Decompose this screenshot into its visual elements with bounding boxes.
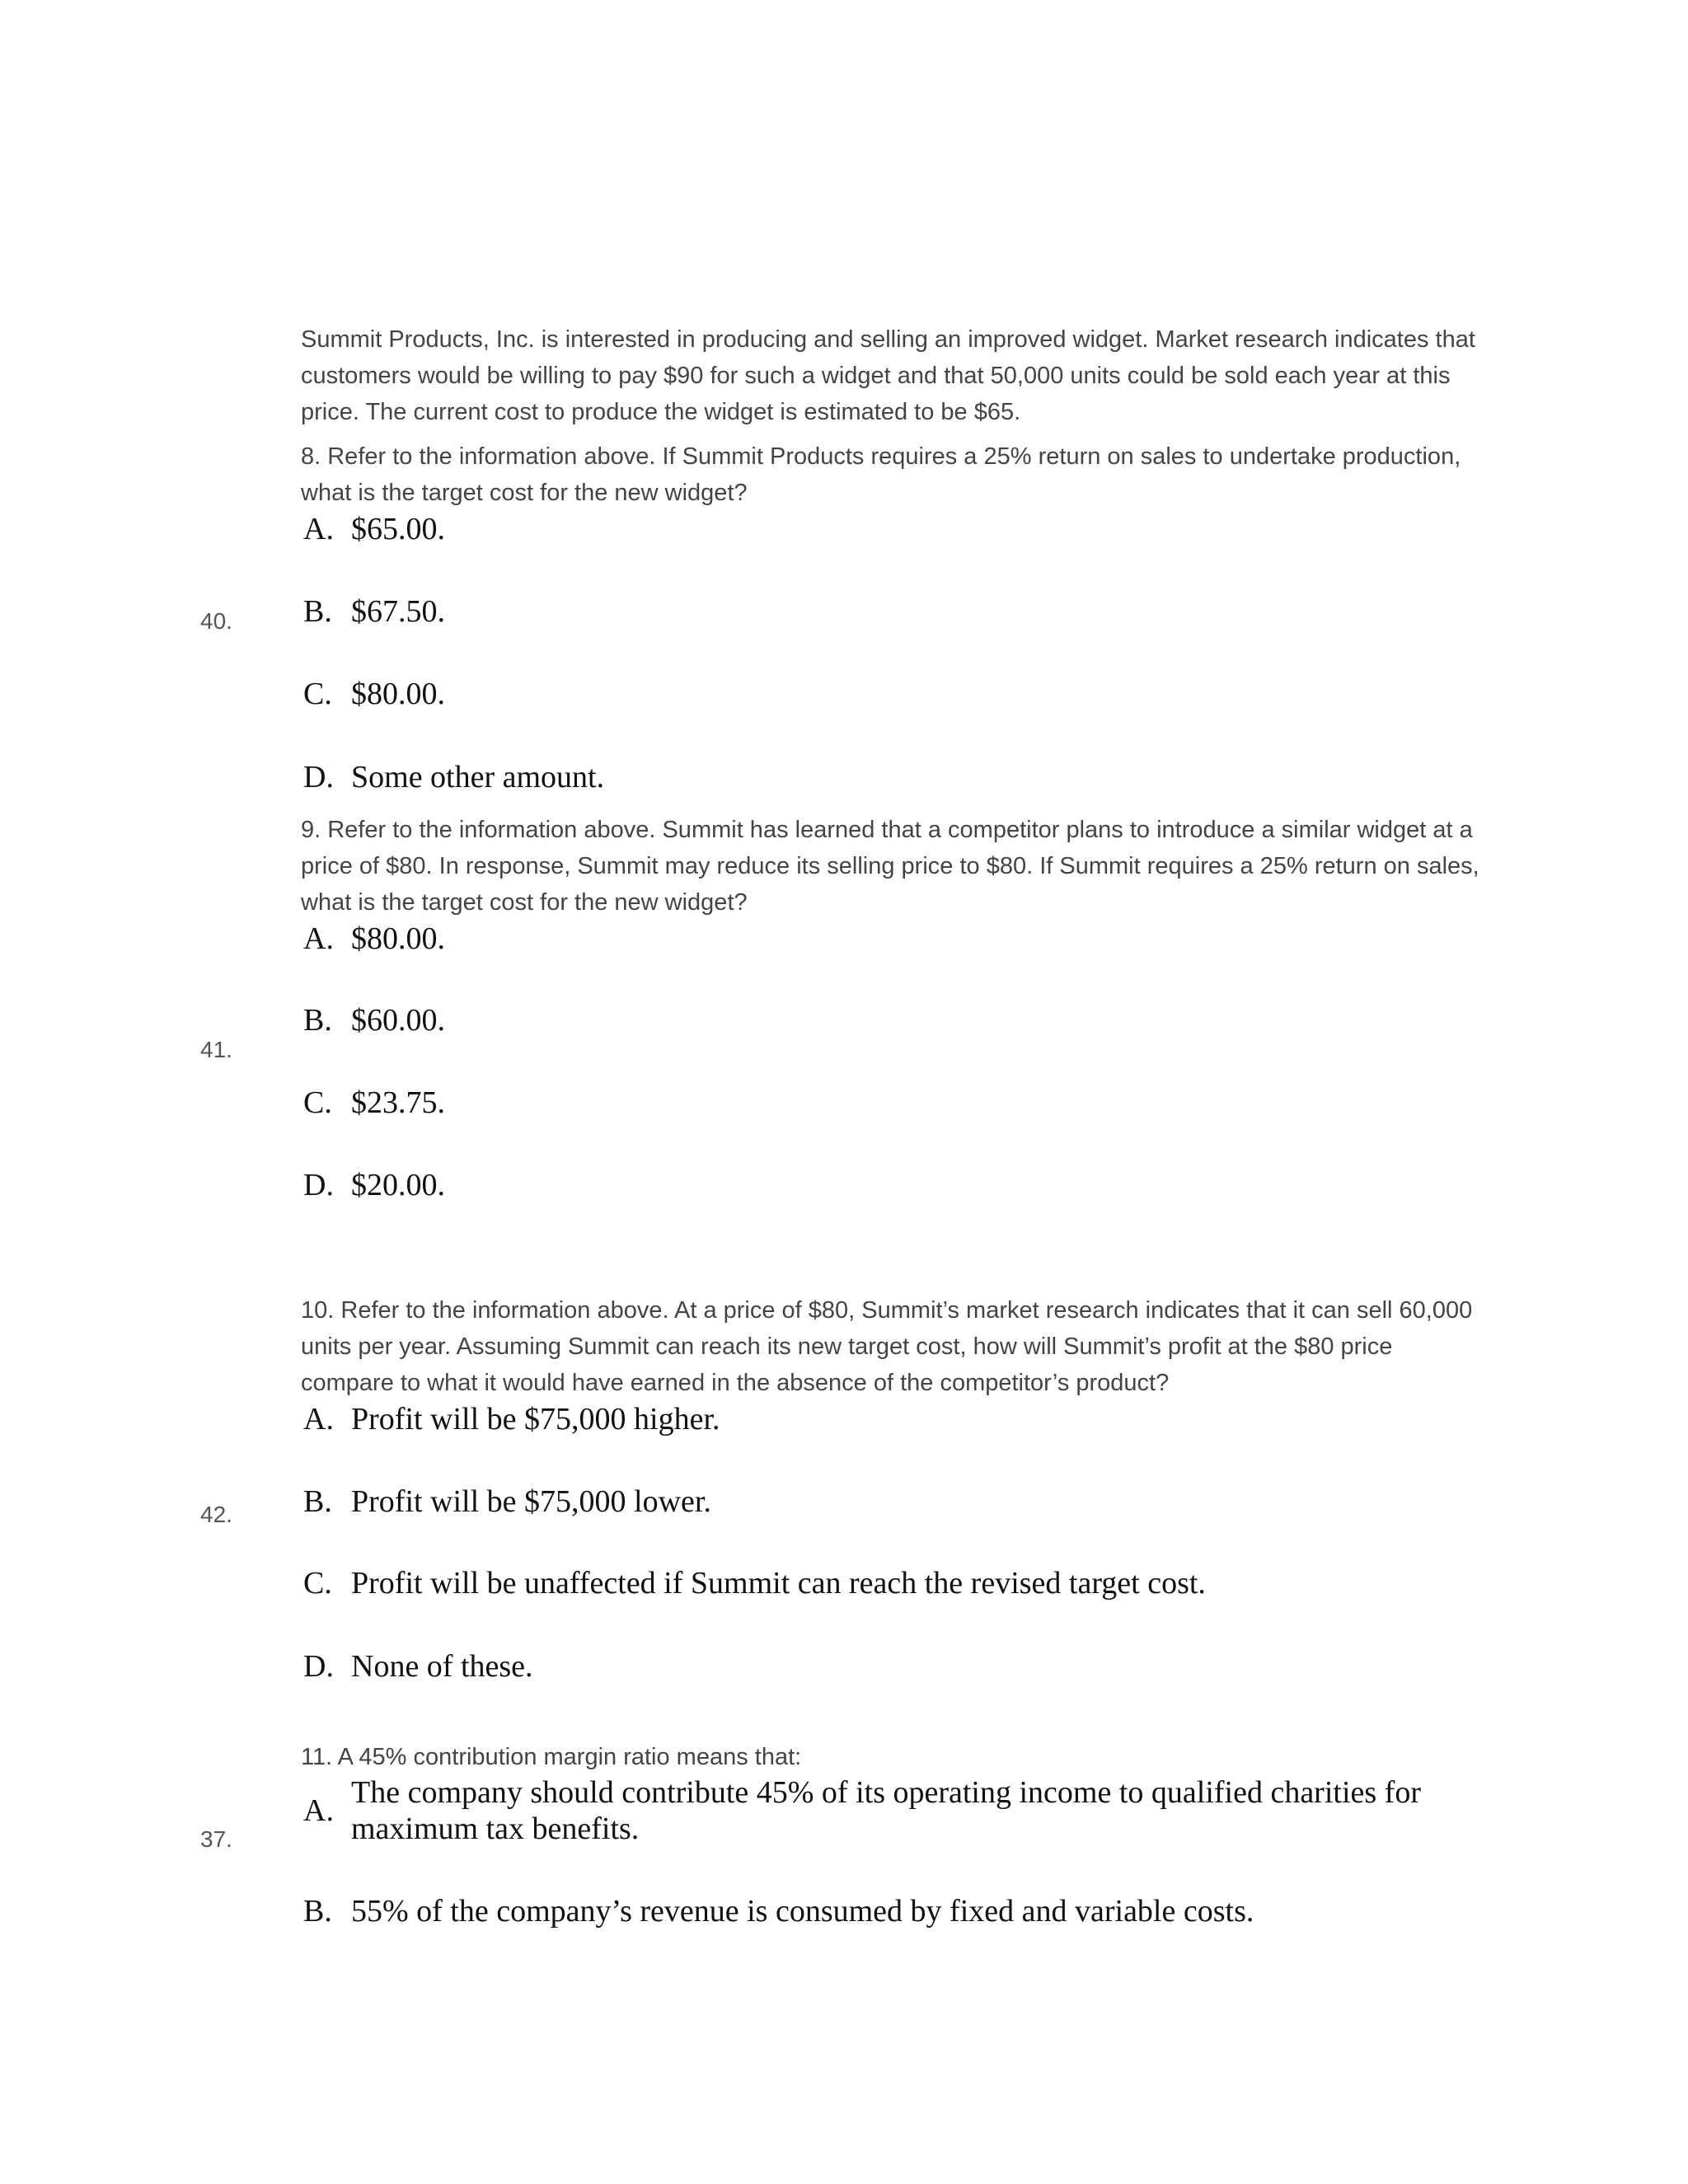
question-number: 37. <box>200 1826 232 1852</box>
option-letter: A. <box>303 512 334 546</box>
answer-option-c[interactable] <box>303 676 445 712</box>
option-text: $23.75. <box>351 1085 445 1120</box>
question-prompt: 10. Refer to the information above. At a price of $80, Summit’s market research indicates that it can sell 60,000 units per year. Assuming Summit can reach its new target cost, how will Summit’s profit at the $80 price compare to what it would have earned in the absence of the competitor’s product? <box>301 1297 1473 1396</box>
answer-option-d[interactable] <box>303 1167 445 1203</box>
option-letter: D. <box>303 1649 334 1684</box>
option-text: $80.00. <box>351 921 445 956</box>
option-text: Some other amount. <box>351 760 605 794</box>
option-letter: A. <box>303 1793 334 1828</box>
question-prompt: 11. A 45% contribution margin ratio means that: <box>301 1744 802 1770</box>
question-prompt: 8. Refer to the information above. If Summit Products requires a 25% return on sales to undertake production, what is the target cost for the new widget? <box>301 443 1461 506</box>
answer-option-c[interactable] <box>303 1565 1206 1601</box>
option-text: The company should contribute 45% of its operating income to qualified charities for maximum tax benefits. <box>351 1775 1421 1846</box>
question-number: 41. <box>200 1037 232 1062</box>
question-prompt: 9. Refer to the information above. Summit has learned that a competitor plans to introduce a similar widget at a price of $80. In response, Summit may reduce its selling price to $80. If Summit requires a 25% return on sales, what is the target cost for the new widget? <box>301 817 1479 916</box>
option-letter: C. <box>303 1566 332 1601</box>
option-letter: D. <box>303 760 334 794</box>
question-number: 42. <box>200 1502 232 1527</box>
answer-option-c[interactable] <box>303 1085 445 1121</box>
option-text: $60.00. <box>351 1003 445 1038</box>
option-letter: B. <box>303 1894 332 1929</box>
answer-option-b[interactable] <box>303 1002 445 1038</box>
answer-option-b[interactable] <box>303 1483 711 1520</box>
option-text: None of these. <box>351 1649 533 1684</box>
question-number: 40. <box>200 608 232 634</box>
option-text: Profit will be unaffected if Summit can reach the revised target cost. <box>351 1566 1206 1601</box>
option-text: $67.50. <box>351 594 445 629</box>
option-text: $80.00. <box>351 677 445 711</box>
option-text: $20.00. <box>351 1168 445 1202</box>
option-letter: D. <box>303 1168 334 1202</box>
option-letter: C. <box>303 1085 332 1120</box>
answer-option-b[interactable] <box>303 1893 1254 1929</box>
answer-option-a[interactable] <box>303 921 445 957</box>
scenario-text: Summit Products, Inc. is interested in producing and selling an improved widget. Market research indicates that customers would be willing to pay $90 for such a widget and that 50,000 units could be sold each year at this price. The current cost to produce the widget is estimated to be $65. <box>301 326 1475 425</box>
option-text: Profit will be $75,000 lower. <box>351 1484 711 1519</box>
answer-option-d[interactable] <box>303 1648 533 1685</box>
option-letter: B. <box>303 1484 332 1519</box>
option-text: 55% of the company’s revenue is consumed by fixed and variable costs. <box>351 1894 1254 1929</box>
option-letter: C. <box>303 677 332 711</box>
option-letter: A. <box>303 1402 334 1436</box>
option-letter: A. <box>303 921 334 956</box>
option-text: Profit will be $75,000 higher. <box>351 1402 720 1436</box>
answer-option-d[interactable] <box>303 759 604 795</box>
option-letter: B. <box>303 1003 332 1038</box>
option-text: $65.00. <box>351 512 445 546</box>
option-letter: B. <box>303 594 332 629</box>
answer-option-a[interactable] <box>303 1401 720 1437</box>
answer-option-b[interactable] <box>303 593 445 630</box>
answer-option-a[interactable] <box>303 511 445 547</box>
